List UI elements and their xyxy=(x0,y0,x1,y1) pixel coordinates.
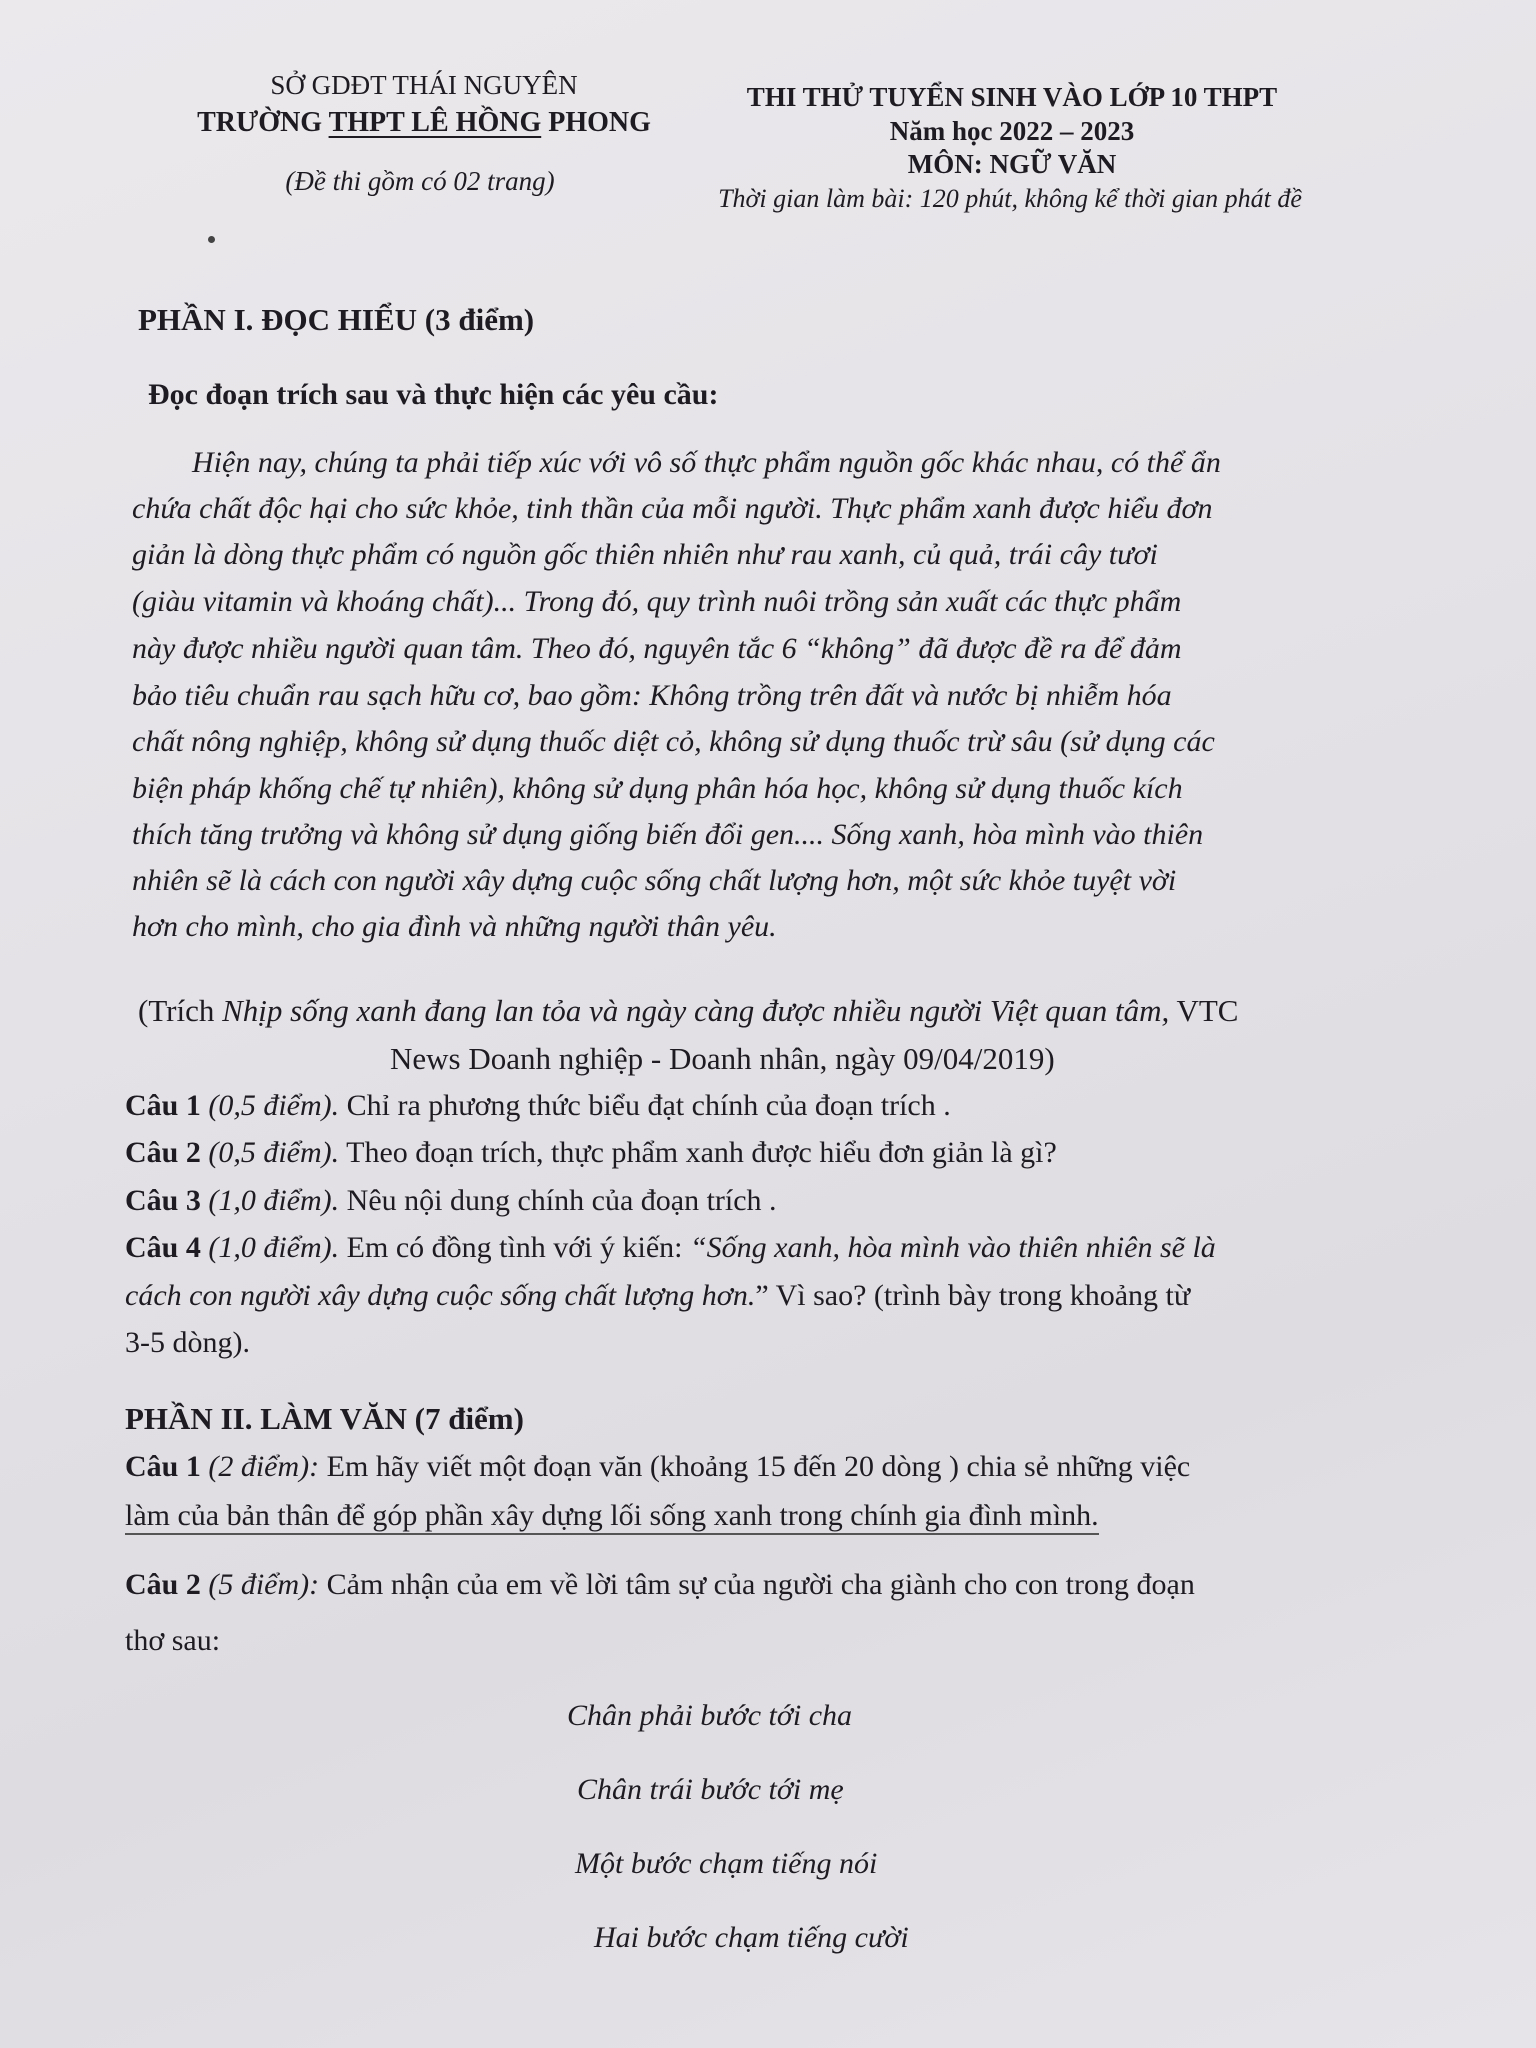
part1-title: PHẦN I. ĐỌC HIỂU (3 điểm) xyxy=(138,302,535,337)
question-label: Câu 2 xyxy=(125,1136,201,1169)
question-label: Câu 4 xyxy=(125,1231,201,1264)
question-text: ” Vì sao? (trình bày trong khoảng từ xyxy=(755,1279,1191,1312)
question-points: (1,0 điểm). xyxy=(200,1184,340,1217)
question-1 xyxy=(125,1089,951,1123)
question-text: Nêu nội dung chính của đoạn trích . xyxy=(339,1184,777,1217)
question-points: (0,5 điểm). xyxy=(200,1089,340,1122)
question-points: (0,5 điểm). xyxy=(200,1136,340,1169)
passage-line: (giàu vitamin và khoáng chất)... Trong đó, quy trình nuôi trồng sản xuất các thực phẩm xyxy=(132,585,1182,618)
passage-line: thích tăng trưởng và không sử dụng giống biến đổi gen.... Sống xanh, hòa mình vào thiên xyxy=(132,818,1204,851)
department-name: SỞ GDĐT THÁI NGUYÊN xyxy=(270,70,578,100)
essay-question-2-line-2: thơ sau: xyxy=(125,1624,221,1657)
question-quote: “Sống xanh, hòa mình vào thiên nhiên sẽ là xyxy=(690,1231,1216,1264)
question-4-line-3: 3-5 dòng). xyxy=(125,1326,250,1359)
question-text: Cảm nhận của em về lời tâm sự của người cha giành cho con trong đoạn xyxy=(319,1568,1195,1601)
essay-question-2 xyxy=(125,1568,1195,1602)
poem-line: Chân trái bước tới mẹ xyxy=(577,1773,844,1806)
pages-note: (Đề thi gồm có 02 trang) xyxy=(285,166,555,196)
question-label: Câu 3 xyxy=(125,1184,201,1217)
question-3 xyxy=(125,1184,777,1218)
poem-line: Một bước chạm tiếng nói xyxy=(575,1847,878,1880)
question-points: (2 điểm): xyxy=(200,1450,320,1483)
passage-line: chứa chất độc hại cho sức khỏe, tinh thần của mỗi người. Thực phẩm xanh được hiểu đơn xyxy=(132,492,1213,525)
citation-open: (Trích xyxy=(138,993,223,1028)
question-quote: cách con người xây dựng cuộc sống chất lượng hơn. xyxy=(125,1279,756,1312)
subject: MÔN: NGỮ VĂN xyxy=(907,149,1117,179)
passage-line: Hiện nay, chúng ta phải tiếp xúc với vô số thực phẩm nguồn gốc khác nhau, có thể ẩn xyxy=(192,446,1221,479)
passage-line: hơn cho mình, cho gia đình và những người thân yêu. xyxy=(132,910,777,943)
essay-question-1-line-2: làm của bản thân để góp phần xây dựng lối sống xanh trong chính gia đình mình. xyxy=(125,1499,1099,1535)
question-points: (1,0 điểm). xyxy=(200,1231,340,1264)
question-label: Câu 1 xyxy=(125,1089,201,1122)
question-text: Chỉ ra phương thức biểu đạt chính của đoạn trích . xyxy=(339,1089,951,1122)
question-2 xyxy=(125,1136,1057,1170)
school-year: Năm học 2022 – 2023 xyxy=(889,116,1135,146)
question-text: Theo đoạn trích, thực phẩm xanh được hiểu đơn giản là gì? xyxy=(339,1136,1057,1169)
question-points: (5 điểm): xyxy=(200,1568,320,1601)
part1-instruction: Đọc đoạn trích sau và thực hiện các yêu cầu: xyxy=(148,378,719,411)
poem-line: Hai bước chạm tiếng cười xyxy=(594,1921,909,1954)
essay-question-1 xyxy=(125,1450,1190,1484)
question-label: Câu 2 xyxy=(125,1568,201,1601)
passage-line: này được nhiều người quan tâm. Theo đó, nguyên tắc 6 “không” đã được đề ra để đảm xyxy=(132,632,1182,665)
question-text: Em hãy viết một đoạn văn (khoảng 15 đến 20 dòng ) chia sẻ những việc xyxy=(319,1450,1191,1483)
passage-line: biện pháp khống chế tự nhiên), không sử dụng phân hóa học, không sử dụng thuốc kích xyxy=(132,772,1183,805)
time-note: Thời gian làm bài: 120 phút, không kể thời gian phát đề xyxy=(718,184,1302,213)
citation-source: VTC xyxy=(1169,993,1239,1028)
passage-line: chất nông nghiệp, không sử dụng thuốc diệt cỏ, không sử dụng thuốc trừ sâu (sử dụng các xyxy=(132,725,1215,758)
passage-line: bảo tiêu chuẩn rau sạch hữu cơ, bao gồm: Không trồng trên đất và nước bị nhiễm hóa xyxy=(132,679,1172,712)
poem-line: Chân phải bước tới cha xyxy=(567,1699,853,1732)
citation-title: Nhịp sống xanh đang lan tỏa và ngày càng được nhiều người Việt quan tâm, xyxy=(222,993,1170,1028)
ink-dot xyxy=(208,236,215,243)
question-text: Em có đồng tình với ý kiến: xyxy=(339,1231,690,1264)
school-name-underlined: THPT LÊ HỒNG xyxy=(328,107,542,138)
school-prefix: TRƯỜNG xyxy=(197,107,329,138)
exam-title: THI THỬ TUYỂN SINH VÀO LỚP 10 THPT xyxy=(746,82,1278,112)
question-4-line-2 xyxy=(125,1279,1190,1313)
citation-line-1 xyxy=(138,993,1238,1029)
school-suffix: PHONG xyxy=(541,107,651,138)
passage-line: nhiên sẽ là cách con người xây dựng cuộc sống chất lượng hơn, một sức khỏe tuyệt vời xyxy=(132,864,1177,897)
school-name xyxy=(197,107,651,139)
question-4 xyxy=(125,1231,1216,1265)
passage-line: giản là dòng thực phẩm có nguồn gốc thiên nhiên như rau xanh, củ quả, trái cây tươi xyxy=(132,538,1158,571)
question-label: Câu 1 xyxy=(125,1450,201,1483)
citation-line-2: News Doanh nghiệp - Doanh nhân, ngày 09/04/2019) xyxy=(390,1041,1055,1076)
part2-title: PHẦN II. LÀM VĂN (7 điểm) xyxy=(125,1401,524,1436)
